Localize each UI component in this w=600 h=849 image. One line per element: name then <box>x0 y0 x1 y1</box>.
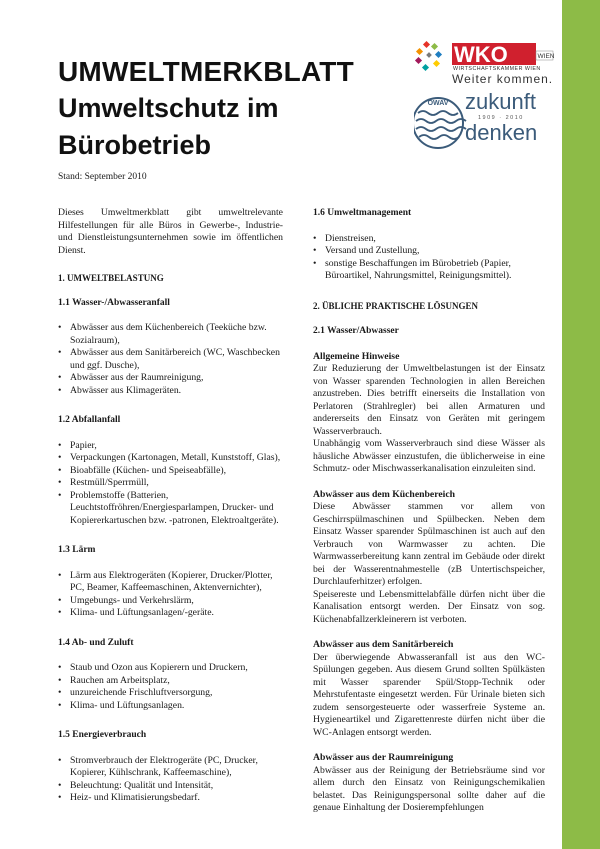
heading-abfallanfall: 1.2 Abfallanfall <box>58 415 121 425</box>
oewav-letters: ÖWAV <box>427 100 449 107</box>
right-column <box>313 207 545 815</box>
heading-allgemeine-hinweise: Allgemeine Hinweise <box>313 350 400 362</box>
heading-umweltmanagement: 1.6 Umweltmanagement <box>313 208 412 218</box>
title-line-3: Bürobetrieb <box>58 130 212 160</box>
list-item: • Verpackungen (Kartonagen, Metall, Kunststoff, Glas), <box>58 452 283 465</box>
heading-raumreinigung: Abwässer aus der Raumreinigung <box>313 752 454 763</box>
page-title <box>58 53 354 164</box>
title-line-1: UMWELTMERKBLATT <box>58 56 354 87</box>
list-wasser-abwasseranfall <box>58 322 283 397</box>
list-item: • Problemstoffe (Batterien, Leuchtstoffröhren/Energiesparlampen, Drucker- und Kopiererkartuschen bzw. -patronen, Elektroaltgeräte). <box>58 490 283 528</box>
heading-laerm: 1.3 Lärm <box>58 545 96 555</box>
denken-text: denken <box>465 120 538 145</box>
zukunft-years: 1909 · 2010 <box>478 115 524 121</box>
left-column <box>58 207 283 805</box>
heading-sanitaerbereich: Abwässer aus dem Sanitärbereich <box>313 639 454 650</box>
list-laerm <box>58 570 283 620</box>
list-umweltmanagement <box>313 233 545 283</box>
list-item: • Restmüll/Sperrmüll, <box>58 477 283 490</box>
wko-wien-label: WIEN <box>537 53 554 60</box>
list-item: • Dienstreisen, <box>313 233 545 246</box>
list-item: • Versand und Zustellung, <box>313 245 545 258</box>
heading-umweltbelastung: 1. UMWELTBELASTUNG <box>58 273 164 283</box>
list-item: • Beleuchtung: Qualität und Intensität, <box>58 780 283 793</box>
heading-kuechenbereich: Abwässer aus dem Küchenbereich <box>313 488 456 500</box>
list-item: • Abwässer aus Klimageräten. <box>58 385 283 398</box>
list-ab-zuluft <box>58 662 283 712</box>
paragraph-kueche-2: Speisereste und Lebensmittelabfälle dürfen nicht über die Kanalisation entsorgt werden. Der Einsatz von sog. Küchenabfallzerkleinerern ist verboten. <box>313 588 545 625</box>
paragraph-kueche-1: Diese Abwässer stammen vor allem von Geschirrspülmaschinen und Spülbecken. Neben dem Einsatz Wasser sparender Spülmaschinen ist auch auf den Verbrauch von Warmwasser zu achten. Die Warmwasserbereitung kann zentral im Gebäude oder direkt bei der Wasserentnahmestelle (zB Untertischspeicher, Durchlauferhitzer) erfolgen. <box>313 501 545 587</box>
list-item: • Stromverbrauch der Elektrogeräte (PC, Drucker, Kopierer, Kühlschrank, Kaffeemaschine), <box>58 755 283 780</box>
list-item: • Papier, <box>58 440 283 453</box>
list-abfallanfall <box>58 440 283 528</box>
paragraph-sanitaer: Der überwiegende Abwasseranfall ist aus den WC-Spülungen gegeben. Aus diesem Grund sollten Spülkästen mit Wasser sparender Spül/Stopp-Technik oder Mehrstufentaste eingesetzt werden. Für Urinale bieten sich zudem sensorgesteuerte oder wasserfreie Systeme an. Hygieneartikel und Zigarettenreste dürfen nicht über die WC-Anlagen entsorgt werden. <box>313 651 545 738</box>
green-side-bar <box>562 0 600 849</box>
stand-date: Stand: September 2010 <box>58 172 147 182</box>
list-item: • Rauchen am Arbeitsplatz, <box>58 675 283 688</box>
paragraph-allgemein-1: Zur Reduzierung der Umweltbelastungen ist der Einsatz von Wasser sparenden Technologien in allen Bereichen anzustreben. Dies betrifft einerseits die Installation von Perlatoren (Strahlregler) bei allen Armaturen und andererseits den Einsatz von Geräten mit geringem Wasserverbrauch. <box>313 363 545 437</box>
heading-wasser-abwasser: 2.1 Wasser/Abwasser <box>313 326 399 336</box>
zukunft-text: zukunft <box>465 89 536 114</box>
wko-subtitle: WIRTSCHAFTSKAMMER WIEN <box>453 66 541 72</box>
wko-slogan: Weiter kommen. <box>452 72 554 86</box>
title-line-2: Umweltschutz im <box>58 93 279 123</box>
heading-ab-zuluft: 1.4 Ab- und Zuluft <box>58 637 134 648</box>
list-item: • Heiz- und Klimatisierungsbedarf. <box>58 792 283 805</box>
list-energieverbrauch <box>58 755 283 805</box>
heading-praktische-loesungen: 2. ÜBLICHE PRAKTISCHE LÖSUNGEN <box>313 300 479 311</box>
list-item: • Umgebungs- und Verkehrslärm, <box>58 595 283 608</box>
list-item: • Lärm aus Elektrogeräten (Kopierer, Drucker/Plotter, PC, Beamer, Kaffeemaschinen, Aktenvernichter), <box>58 570 283 595</box>
list-item: • Abwässer aus dem Küchenbereich (Teeküche bzw. Sozialraum), <box>58 322 283 347</box>
heading-energieverbrauch: 1.5 Energieverbrauch <box>58 730 147 740</box>
list-item: • Klima- und Lüftungsanlagen. <box>58 700 283 713</box>
list-item: • unzureichende Frischluftversorgung, <box>58 687 283 700</box>
intro-paragraph: Dieses Umweltmerkblatt gibt umweltrelevante Hilfestellungen für alle Büros in Gewerbe-, Industrie- und Dienstleistungsunternehmen sowie im öffentlichen Dienst. <box>58 207 283 256</box>
list-item: • Bioabfälle (Küchen- und Speiseabfälle), <box>58 465 283 478</box>
list-item: • Abwässer aus der Raumreinigung, <box>58 372 283 385</box>
paragraph-allgemein-2: Unabhängig vom Wasserverbrauch sind diese Wässer als häusliche Abwässer einzustufen, die üblicherweise in eine Schmutz- oder Mischwasserkanalisation einzuleiten sind. <box>313 438 545 474</box>
heading-wasser-abwasseranfall: 1.1 Wasser-/Abwasseranfall <box>58 297 170 308</box>
list-item: • Klima- und Lüftungsanlagen/-geräte. <box>58 607 283 620</box>
wko-letters: WKO <box>454 42 508 67</box>
list-item: • sonstige Beschaffungen im Bürobetrieb (Papier, Büroartikel, Nahrungsmittel, Reinigungsmittel). <box>313 258 545 283</box>
wko-dot-pattern-icon <box>415 41 442 71</box>
paragraph-reinigung: Abwässer aus der Reinigung der Betriebsräume sind vor allem durch den Einsatz von Reinigungschemikalien belastet. Das Reinigungspersonal sollte daher auf die genaue Einhaltung der Dosierempfehlungen <box>313 764 545 813</box>
list-item: • Abwässer aus dem Sanitärbereich (WC, Waschbecken und ggf. Dusche), <box>58 347 283 372</box>
list-item: • Staub und Ozon aus Kopierern und Druckern, <box>58 662 283 675</box>
